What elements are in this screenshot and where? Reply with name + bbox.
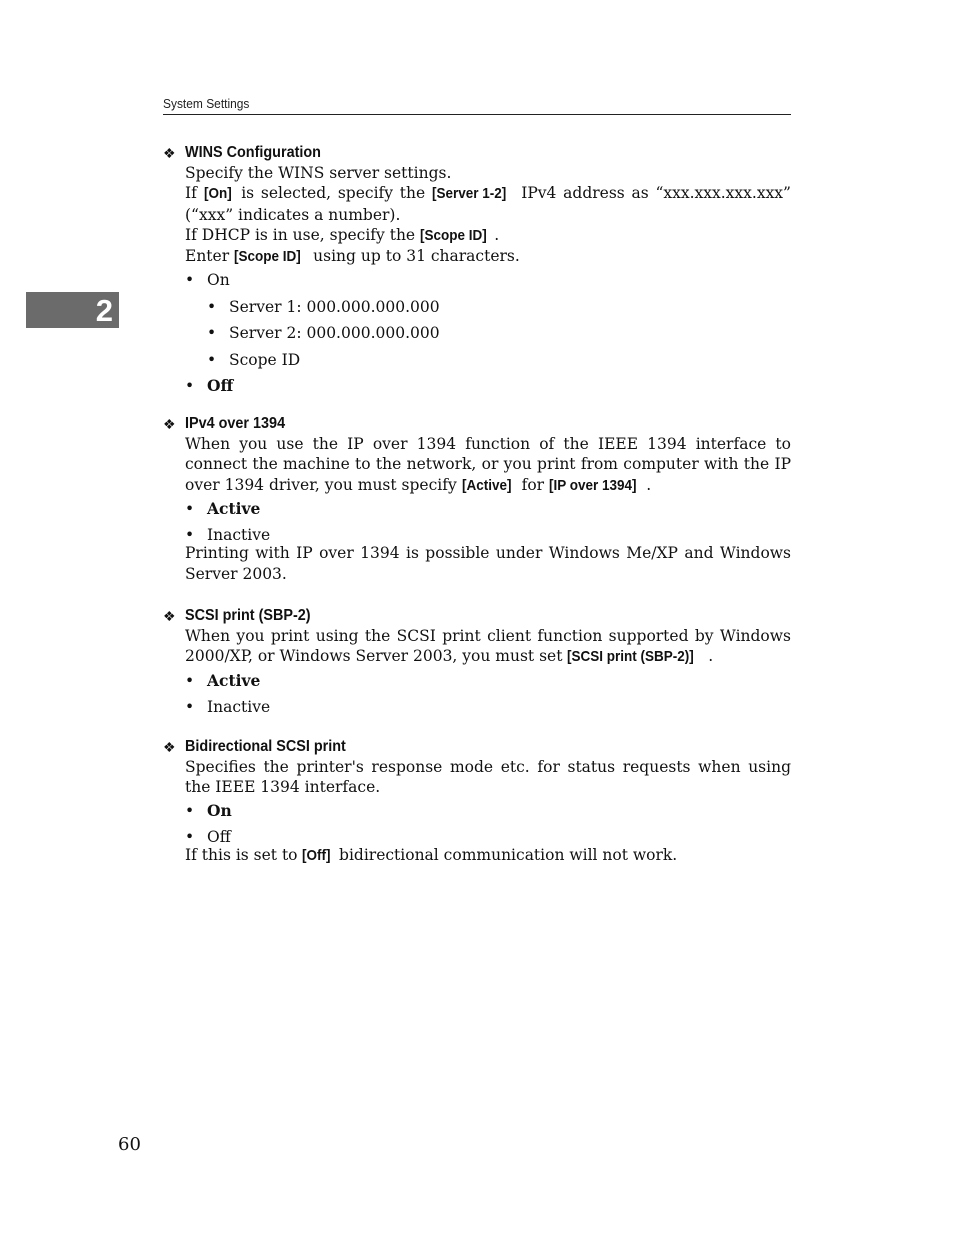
bullet-icon: • [185,526,195,545]
list-item [207,320,791,347]
paragraph [185,183,791,225]
section-body [185,434,791,584]
diamond-bullet-icon: ❖ [163,145,176,161]
ui-term: [On] [203,185,232,203]
option-list [185,798,791,845]
text: . [646,475,652,494]
paragraph: Specify the WINS server settings. [185,164,452,182]
option-label: On [207,271,230,290]
option-label-default: On [207,800,232,820]
paragraph: Printing with IP over 1394 is possible under Windows Me/XP and Windows Server 2003. [185,544,791,583]
ui-term: [Scope ID] [420,226,487,244]
section-ipv4-over-1394 [163,414,791,584]
text: . [494,225,500,244]
text: . [708,647,714,666]
bullet-icon: • [207,297,217,316]
header-rule [163,114,791,115]
section-title: WINS Configuration [185,144,321,161]
option-label: Scope ID [229,350,301,369]
paragraph [185,246,791,267]
paragraph [185,626,791,668]
list-item [207,294,791,321]
section-wins [163,143,791,400]
bullet-icon: • [185,698,195,717]
section-heading [163,143,791,163]
running-header: System Settings [163,96,250,111]
section-heading [163,737,791,757]
list-item [207,347,791,374]
section-heading [163,414,791,434]
ui-term: [Active] [461,476,512,494]
list-item [185,267,791,294]
section-heading [163,606,791,626]
paragraph [185,434,791,496]
list-item [185,694,791,721]
section-bidirectional-scsi-print [163,737,791,866]
ui-term: [Scope ID] [234,248,301,266]
option-list [185,267,791,294]
bullet-icon: • [185,499,195,518]
bullet-icon: • [207,324,217,343]
section-title: SCSI print (SBP-2) [185,607,311,624]
diamond-bullet-icon: ❖ [163,739,176,755]
option-list [185,373,791,400]
section-title: Bidirectional SCSI print [185,738,346,755]
option-label-default: Off [207,376,234,396]
section-body [185,626,791,721]
text: for [516,475,550,494]
ui-term: [Off] [302,847,331,865]
sub-option-list [207,294,791,374]
text: IPv4 address as “xxx.xxx.xxx.xxx” (“xxx” indicates a number). [185,184,791,224]
list-item [185,373,791,400]
paragraph [185,845,791,866]
bullet-icon: • [207,350,217,369]
list-item [185,522,791,545]
text: If [185,184,204,203]
option-label: Server 2: 000.000.000.000 [229,324,440,343]
section-scsi-print [163,606,791,721]
option-label: Inactive [207,526,271,545]
chapter-tab: 2 [26,292,119,328]
bullet-icon: • [185,671,195,690]
paragraph [185,225,791,246]
ui-term: [SCSI print (SBP-2)] [567,648,695,666]
diamond-bullet-icon: ❖ [163,608,176,624]
bullet-icon: • [185,271,195,290]
text: If DHCP is in use, specify the [185,225,421,244]
option-label: Server 1: 000.000.000.000 [229,297,440,316]
text: is selected, specify the [234,184,432,203]
option-label: Inactive [207,698,271,717]
option-list [185,496,791,543]
text: bidirectional communication will not work. [334,846,678,865]
diamond-bullet-icon: ❖ [163,416,176,432]
list-item [185,668,791,695]
option-label-default: Active [207,498,261,518]
section-body [185,757,791,866]
paragraph: Specifies the printer's response mode etc. for status requests when using the IEEE 1394 interface. [185,758,791,797]
text: If this is set to [185,846,303,865]
text: using up to 31 characters. [308,247,520,266]
list-item [185,496,791,523]
option-list [185,668,791,721]
bullet-icon: • [185,828,195,847]
text: When you use the IP over 1394 function of the IEEE 1394 interface to connect the machine to the network, or you print from computer with the IP over 1394 driver, you must specify [185,435,791,494]
ui-term: [IP over 1394] [549,476,637,494]
bullet-icon: • [185,377,195,396]
ui-term: [Server 1-2] [431,185,507,203]
bullet-icon: • [185,801,195,820]
list-item [185,824,791,847]
page-number: 60 [118,1134,141,1155]
text: Enter [185,247,235,266]
option-label-default: Active [207,670,261,690]
text: When you print using the SCSI print client function supported by Windows 2000/XP, or Windows Server 2003, you must set [185,627,791,666]
option-label: Off [207,828,231,847]
list-item [185,798,791,825]
section-title: IPv4 over 1394 [185,415,286,432]
section-body [185,163,791,400]
